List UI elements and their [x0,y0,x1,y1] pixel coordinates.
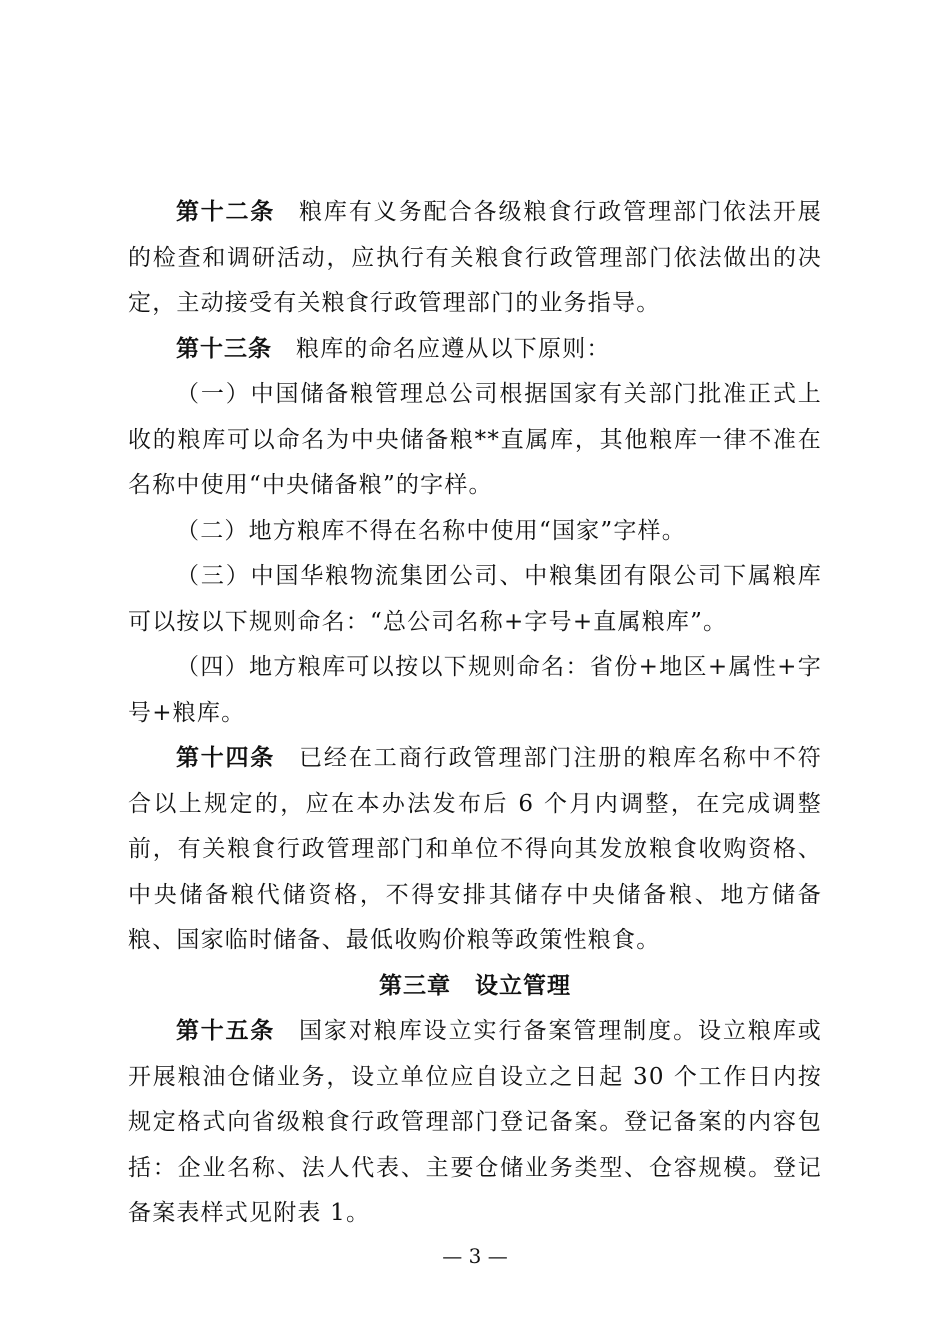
paragraph-text: （一）中国储备粮管理总公司根据国家有关部门批准正式上收的粮库可以命名为中央储备粮**直属库，其他粮库一律不准在名称中使用“中央储备粮”的字样。 [128,381,822,498]
article-heading: 第十五条 [176,1018,275,1044]
page-number: — 3 — [442,1244,508,1268]
paragraph-text: 粮库的命名应遵从以下原则： [296,335,611,362]
paragraph-text: 国家对粮库设立实行备案管理制度。设立粮库或开展粮油仓储业务，设立单位应自设立之日起 30 个工作日内按规定格式向省级粮食行政管理部门登记备案。登记备案的内容包括：企业名称、法人代表、主要仓储业务类型、仓容规模。登记备案表样式见附表 1。 [128,1018,822,1226]
paragraph-article-13 [128,327,822,373]
paragraph-text: （二）地方粮库不得在名称中使用“国家”字样。 [176,517,686,544]
chapter-number: 第三章 [379,972,451,999]
paragraph-article-14 [128,736,822,964]
chapter-title: 设立管理 [475,972,571,999]
paragraph-article-15 [128,1009,822,1237]
paragraph-text: 已经在工商行政管理部门注册的粮库名称中不符合以上规定的，应在本办法发布后 6 个月内调整，在完成调整前，有关粮食行政管理部门和单位不得向其发放粮食收购资格、中央储备粮代储资格，不得安排其储存中央储备粮、地方储备粮、国家临时储备、最低收购价粮等政策性粮食。 [128,745,822,953]
article-heading: 第十二条 [176,199,275,225]
paragraph-text: 粮库有义务配合各级粮食行政管理部门依法开展的检查和调研活动，应执行有关粮食行政管理部门依法做出的决定，主动接受有关粮食行政管理部门的业务指导。 [128,199,822,316]
article-heading: 第十四条 [176,745,275,771]
document-body [128,190,822,1237]
article-heading: 第十三条 [176,335,272,362]
paragraph-item-2 [128,509,822,555]
chapter-heading [128,964,822,1010]
paragraph-item-4 [128,645,822,736]
paragraph-text: （四）地方粮库可以按以下规则命名：省份+地区+属性+字号+粮库。 [128,654,822,726]
paragraph-text: （三）中国华粮物流集团公司、中粮集团有限公司下属粮库可以按以下规则命名：“总公司名称+字号+直属粮库”。 [128,563,822,635]
paragraph-item-3 [128,554,822,645]
paragraph-article-12 [128,190,822,327]
paragraph-item-1 [128,372,822,509]
